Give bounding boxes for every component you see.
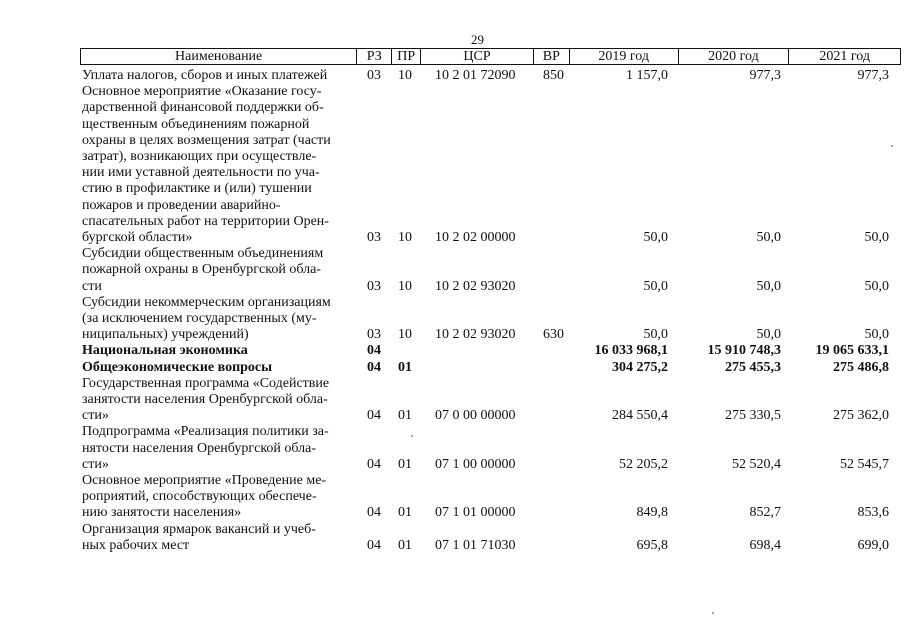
row-2019: 16 033 968,1: [594, 343, 668, 359]
row-name-line: охраны в целях возмещения затрат (части: [82, 132, 331, 148]
row-name-line: затрат), возникающих при осуществле-: [82, 149, 317, 165]
row-pr: 01: [398, 537, 412, 553]
row-name-line: стию в профилактике и (или) тушении: [82, 181, 312, 197]
table-body: [80, 68, 901, 554]
row-2021: 977,3: [857, 68, 889, 83]
row-name-line: (за исключением государственных (му-: [82, 311, 317, 327]
row-2021: 275 486,8: [833, 359, 889, 375]
row-name-line: пожаров и проведении аварийно-: [82, 197, 281, 213]
page-number: 29: [471, 32, 484, 47]
row-name: [80, 84, 354, 246]
row-pr: 10: [398, 230, 412, 246]
header-vr: ВР: [534, 49, 570, 64]
row-csr: 07 1 00 00000: [435, 456, 516, 472]
row-name-line: Основное мероприятие «Проведение ме-: [82, 473, 327, 489]
row-name-line: Основное мероприятие «Оказание госу-: [82, 84, 322, 100]
row-rz: 03: [367, 68, 381, 83]
row-name-line: Подпрограмма «Реализация политики за-: [82, 424, 329, 440]
row-2020: 50,0: [756, 327, 781, 343]
row-csr: 07 1 01 71030: [435, 537, 516, 553]
row-name-line: Национальная экономика: [82, 343, 248, 359]
row-name-line: пожарной охраны в Оренбургской обла-: [82, 262, 321, 278]
row-rz: 03: [367, 278, 381, 294]
row-name: [80, 246, 354, 295]
row-2019: 304 275,2: [612, 359, 668, 375]
row-2020: 852,7: [749, 505, 781, 521]
row-csr: 10 2 01 72090: [435, 68, 516, 83]
row-2021: 50,0: [864, 230, 889, 246]
row-2019: 50,0: [643, 230, 668, 246]
row-pr: 01: [398, 359, 412, 375]
table-row: [80, 295, 901, 344]
row-2020: 52 520,4: [732, 456, 781, 472]
row-csr: 10 2 02 93020: [435, 278, 516, 294]
row-csr: 07 0 00 00000: [435, 408, 516, 424]
row-pr: 01: [398, 456, 412, 472]
row-name: [80, 522, 354, 554]
row-2020: 977,3: [749, 68, 781, 83]
table-row: [80, 424, 901, 473]
table-row: [80, 473, 901, 522]
row-name-line: нятости населения Оренбургской обла-: [82, 440, 317, 456]
row-2020: 275 455,3: [725, 359, 781, 375]
row-rz: 04: [367, 408, 381, 424]
row-name-line: сти»: [82, 456, 109, 472]
row-name-line: роприятий, способствующих обеспече-: [82, 489, 317, 505]
row-name: [80, 360, 354, 376]
row-pr: 01: [398, 408, 412, 424]
row-name-line: нии ими уставной деятельности по уча-: [82, 165, 320, 181]
row-2021: 52 545,7: [840, 456, 889, 472]
row-name-line: Государственная программа «Содействие: [82, 375, 330, 391]
header-name: Наименование: [81, 49, 357, 64]
header-2021: 2021 год: [819, 49, 870, 64]
row-name-line: ных рабочих мест: [82, 537, 190, 553]
row-2021: 275 362,0: [833, 408, 889, 424]
row-name-line: Субсидии общественным объединениям: [82, 246, 324, 262]
header-rz: РЗ: [357, 49, 392, 64]
row-2019: 1 157,0: [626, 68, 668, 83]
scan-speck: [891, 145, 893, 147]
table-row: [80, 84, 901, 246]
table-row: [80, 343, 901, 359]
row-2020: 275 330,5: [725, 408, 781, 424]
header-2020: 2020 год: [679, 49, 790, 64]
row-2019: 50,0: [643, 278, 668, 294]
row-name-line: спасательных работ на территории Орен-: [82, 213, 329, 229]
row-name: [80, 295, 354, 344]
table-row: [80, 522, 901, 554]
row-name: [80, 376, 354, 425]
row-2020: 50,0: [756, 278, 781, 294]
row-2021: 19 065 633,1: [815, 343, 889, 359]
row-name: [80, 343, 354, 359]
row-name-line: ниципальных) учреждений): [82, 327, 249, 343]
row-name-line: Субсидии некоммерческим организациям: [82, 294, 331, 310]
table-row: [80, 246, 901, 295]
row-2020: 50,0: [756, 230, 781, 246]
row-rz: 03: [367, 230, 381, 246]
row-2020: 698,4: [749, 537, 781, 553]
row-name-line: дарственной финансовой поддержки об-: [82, 100, 324, 116]
row-name-line: сти: [82, 278, 102, 294]
row-2019: 849,8: [636, 505, 668, 521]
row-2021: 853,6: [857, 505, 889, 521]
scan-speck: [712, 612, 714, 614]
row-rz: 04: [367, 505, 381, 521]
row-name-line: бургской области»: [82, 230, 193, 246]
row-name: [80, 424, 354, 473]
table-row: [80, 360, 901, 376]
row-2019: 50,0: [643, 327, 668, 343]
row-2019: 695,8: [636, 537, 668, 553]
row-name-line: Уплата налогов, сборов и иных платежей: [82, 68, 328, 83]
header-pr: ПР: [392, 49, 421, 64]
row-name-line: Организация ярмарок вакансий и учеб-: [82, 521, 316, 537]
row-pr: 10: [398, 278, 412, 294]
row-vr: 630: [543, 327, 564, 343]
header-csr: ЦСР: [421, 49, 534, 64]
row-2020: 15 910 748,3: [707, 343, 781, 359]
row-name-line: сти»: [82, 408, 109, 424]
row-pr: 01: [398, 505, 412, 521]
row-rz: 04: [367, 359, 381, 375]
row-2021: 50,0: [864, 327, 889, 343]
row-2021: 50,0: [864, 278, 889, 294]
row-csr: 10 2 02 00000: [435, 230, 516, 246]
row-name-line: Общеэкономические вопросы: [82, 359, 273, 375]
row-name-line: нию занятости населения»: [82, 505, 242, 521]
table-row: [80, 376, 901, 425]
table-row: [80, 68, 901, 84]
row-name-line: занятости населения Оренбургской обла-: [82, 392, 328, 408]
row-2019: 52 205,2: [619, 456, 668, 472]
row-name: [80, 473, 354, 522]
row-rz: 04: [367, 343, 381, 359]
row-rz: 03: [367, 327, 381, 343]
row-rz: 04: [367, 537, 381, 553]
row-2021: 699,0: [857, 537, 889, 553]
row-rz: 04: [367, 456, 381, 472]
row-csr: 07 1 01 00000: [435, 505, 516, 521]
row-2019: 284 550,4: [612, 408, 668, 424]
row-pr: 10: [398, 68, 412, 83]
header-2019: 2019 год: [570, 49, 679, 64]
row-name: [80, 68, 354, 84]
table-header: [80, 48, 901, 65]
row-vr: 850: [543, 68, 564, 83]
row-name-line: щественным объединениям пожарной: [82, 116, 310, 132]
row-pr: 10: [398, 327, 412, 343]
scan-speck: [411, 435, 413, 437]
row-csr: 10 2 02 93020: [435, 327, 516, 343]
